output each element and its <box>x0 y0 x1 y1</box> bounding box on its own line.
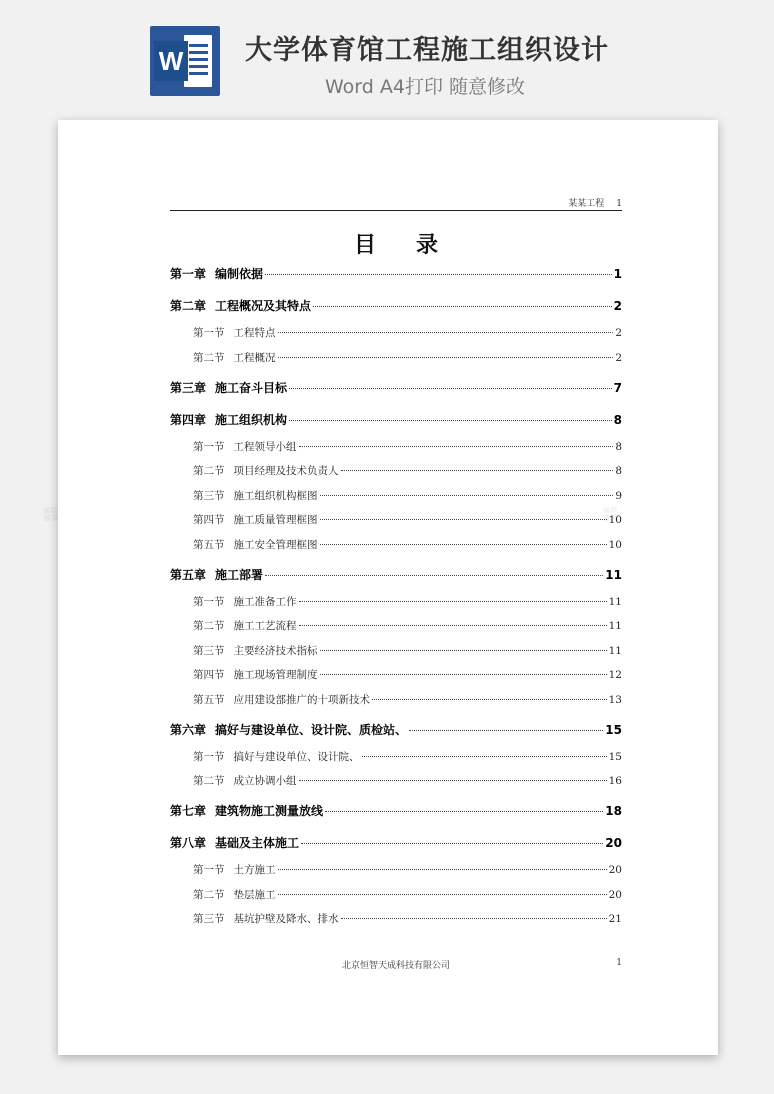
toc-entry-page: 13 <box>608 693 622 706</box>
toc-dot-leader <box>372 699 607 700</box>
toc-entry-page: 8 <box>615 440 622 453</box>
toc-dot-leader <box>299 625 607 626</box>
toc-section-entry[interactable] <box>193 439 622 454</box>
toc-dot-leader <box>289 420 612 421</box>
toc-dot-leader <box>299 601 607 602</box>
toc-dot-leader <box>325 811 603 812</box>
toc-entry-number: 第五节 <box>193 538 225 551</box>
toc-section-entry[interactable] <box>193 325 622 340</box>
toc-entry-number: 第一节 <box>193 864 225 876</box>
toc-chapter-entry[interactable] <box>170 379 622 396</box>
toc-dot-leader <box>278 869 607 870</box>
toc-dot-leader <box>409 730 603 731</box>
toc-entry-page: 11 <box>605 567 622 582</box>
toc-entry-number: 第二节 <box>193 465 225 477</box>
toc-entry-title: 施工组织机构 <box>215 412 288 427</box>
toc-entry-number: 第三节 <box>193 644 225 657</box>
footer-company: 北京恒智天成科技有限公司 <box>341 961 450 971</box>
toc-entry-title: 施工部署 <box>215 567 264 582</box>
toc-entry-title: 垫层施工 <box>233 888 276 901</box>
toc-entry-title: 施工质量管理框图 <box>233 514 318 526</box>
toc-entry-title: 主要经济技术指标 <box>233 644 318 657</box>
toc-dot-leader <box>301 843 603 844</box>
toc-entry-page: 2 <box>615 351 622 364</box>
toc-dot-leader <box>278 332 614 333</box>
toc-entry-title: 施工现场管理制度 <box>233 669 318 681</box>
toc-section-entry[interactable] <box>193 911 622 926</box>
toc-entry-page: 7 <box>613 380 622 395</box>
toc-entry-number: 第三章 <box>170 380 207 395</box>
toc-dot-leader <box>265 274 612 275</box>
toc-entry-page: 11 <box>608 644 622 657</box>
toc-dot-leader <box>320 519 607 520</box>
toc-section-entry[interactable] <box>193 643 622 658</box>
toc-entry-number: 第四节 <box>193 514 225 526</box>
toc-dot-leader <box>320 674 607 675</box>
toc-dot-leader <box>320 544 607 545</box>
toc-entry-page: 9 <box>615 489 622 502</box>
toc-chapter-entry[interactable] <box>170 265 622 282</box>
toc-chapter-entry[interactable] <box>170 411 622 428</box>
toc-dot-leader <box>278 357 614 358</box>
toc-dot-leader <box>265 575 603 576</box>
toc-entry-page: 8 <box>615 465 622 477</box>
toc-entry-page: 11 <box>608 595 622 608</box>
toc-entry-number: 第六章 <box>170 722 207 737</box>
footer-page-number: 1 <box>616 958 622 968</box>
toc-entry-page: 20 <box>608 864 622 876</box>
toc-entry-page: 21 <box>608 913 622 925</box>
header-page-number: 1 <box>616 199 622 209</box>
toc-entry-page: 11 <box>608 620 622 632</box>
toc-section-entry[interactable] <box>193 667 622 682</box>
toc-entry-number: 第二节 <box>193 351 225 364</box>
toc-entry-page: 20 <box>605 836 622 850</box>
toc-entry-title: 建筑物施工测量放线 <box>215 804 324 818</box>
header-text: 某某工程 <box>568 199 605 209</box>
toc-entry-number: 第一节 <box>193 327 225 339</box>
toc-entry-number: 第五节 <box>193 693 225 706</box>
toc-dot-leader <box>320 495 614 496</box>
toc-entry-title: 工程概况 <box>233 351 276 364</box>
toc-entry-number: 第二节 <box>193 775 225 787</box>
toc-section-entry[interactable] <box>193 463 622 478</box>
toc-chapter-entry[interactable] <box>170 802 622 819</box>
toc-entry-title: 施工奋斗目标 <box>215 380 288 395</box>
toc-entry-title: 工程领导小组 <box>233 440 297 453</box>
banner-title: 大学体育馆工程施工组织设计 <box>245 35 609 66</box>
toc-entry-page: 2 <box>613 299 622 313</box>
toc-entry-page: 18 <box>605 804 622 818</box>
toc-chapter-entry[interactable] <box>170 297 622 314</box>
toc-section-entry[interactable] <box>193 862 622 877</box>
toc-entry-number: 第七章 <box>170 804 207 818</box>
toc-section-entry[interactable] <box>193 887 622 902</box>
toc-entry-number: 第三节 <box>193 489 225 502</box>
toc-entry-title: 基础及主体施工 <box>215 836 300 850</box>
toc-entry-number: 第三节 <box>193 913 225 925</box>
toc-section-entry[interactable] <box>193 618 622 633</box>
toc-entry-number: 第二节 <box>193 620 225 632</box>
toc-chapter-entry[interactable] <box>170 721 622 738</box>
toc-entry-page: 1 <box>613 267 622 281</box>
toc-entry-page: 12 <box>608 669 622 681</box>
banner <box>0 0 774 110</box>
toc-entry-title: 基坑护壁及降水、排水 <box>233 913 339 925</box>
toc-entry-number: 第二节 <box>193 888 225 901</box>
toc-entry-number: 第一节 <box>193 440 225 453</box>
toc-dot-leader <box>299 780 607 781</box>
toc-entry-number: 第一节 <box>193 750 225 763</box>
toc-entry-number: 第八章 <box>170 836 207 850</box>
toc-entry-page: 15 <box>608 750 622 763</box>
toc-section-entry[interactable] <box>193 512 622 527</box>
toc-section-entry[interactable] <box>193 692 622 707</box>
toc-entry-title: 搞好与建设单位、设计院、 <box>233 750 360 763</box>
toc-entry-page: 20 <box>608 888 622 901</box>
toc-entry-number: 第四节 <box>193 669 225 681</box>
toc-section-entry[interactable] <box>193 749 622 764</box>
toc-section-entry[interactable] <box>193 537 622 552</box>
toc-dot-leader <box>299 446 614 447</box>
toc-entry-page: 2 <box>615 327 622 339</box>
toc-entry-title: 成立协调小组 <box>233 775 297 787</box>
banner-subtitle: Word A4打印 随意修改 <box>325 76 526 98</box>
toc-section-entry[interactable] <box>193 350 622 365</box>
toc-entry-title: 项目经理及技术负责人 <box>233 465 339 477</box>
document-page <box>58 120 718 1055</box>
toc-entry-title: 工程概况及其特点 <box>215 299 312 313</box>
toc-entry-title: 施工工艺流程 <box>233 620 297 632</box>
toc-entry-title: 工程特点 <box>233 327 276 339</box>
toc-title: 目录 <box>353 233 478 258</box>
word-icon-letter: W <box>154 41 188 81</box>
toc-entry-page: 10 <box>608 514 622 526</box>
toc-dot-leader <box>278 894 607 895</box>
word-icon <box>150 26 220 96</box>
toc-entry-number: 第二章 <box>170 299 207 313</box>
page-header <box>170 196 622 211</box>
toc-entry-page: 16 <box>608 775 622 787</box>
toc-chapter-entry[interactable] <box>170 834 622 851</box>
toc-entry-title: 搞好与建设单位、设计院、质检站、 <box>215 722 408 737</box>
toc-entry-page: 15 <box>605 722 622 737</box>
toc-section-entry[interactable] <box>193 594 622 609</box>
toc-section-entry[interactable] <box>193 773 622 788</box>
toc-entry-title: 施工安全管理框图 <box>233 538 318 551</box>
toc-entry-title: 施工准备工作 <box>233 595 297 608</box>
toc-entry-title: 编制依据 <box>215 267 264 281</box>
toc-entry-title: 施工组织机构框图 <box>233 489 318 502</box>
toc-entry-page: 10 <box>608 538 622 551</box>
toc-entry-number: 第四章 <box>170 412 207 427</box>
toc-entry-number: 第五章 <box>170 567 207 582</box>
toc-dot-leader <box>313 306 612 307</box>
toc-dot-leader <box>362 756 607 757</box>
toc-dot-leader <box>320 650 607 651</box>
toc-chapter-entry[interactable] <box>170 566 622 583</box>
toc-dot-leader <box>341 918 607 919</box>
toc-section-entry[interactable] <box>193 488 622 503</box>
toc-dot-leader <box>289 388 612 389</box>
toc-dot-leader <box>341 470 614 471</box>
toc-entry-number: 第一章 <box>170 267 207 281</box>
toc-entry-title: 土方施工 <box>233 864 276 876</box>
toc-entry-title: 应用建设部推广的十项新技术 <box>233 693 370 706</box>
toc-entry-number: 第一节 <box>193 595 225 608</box>
toc-entry-page: 8 <box>613 412 622 427</box>
